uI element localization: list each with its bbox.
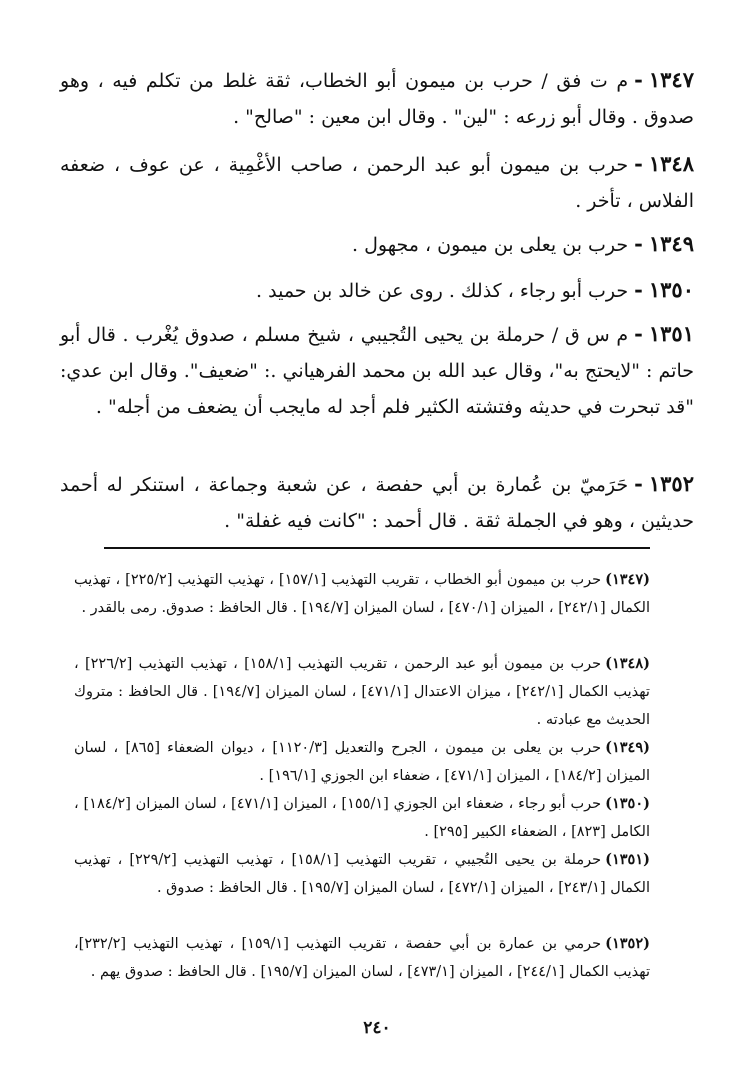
entry-text: حرب بن يعلى بن ميمون ، مجهول . <box>352 234 629 256</box>
footnote-divider <box>104 547 650 549</box>
entry-1350: ١٣٥٠-حرب أبو رجاء ، كذلك . روى عن خالد بن حميد . <box>256 277 694 302</box>
footnote-1352 <box>74 930 650 986</box>
entry-number: ١٣٤٨ <box>648 151 694 176</box>
footnote-1350 <box>74 790 650 846</box>
entry-text: حرب بن ميمون أبو عبد الرحمن ، صاحب الأغْمِية ، عن عوف ، ضعفه الفلاس ، تأخر . <box>60 154 694 212</box>
entry-number: ١٣٥٠ <box>648 277 694 302</box>
footnote-1347 <box>74 566 650 622</box>
footnote-1349 <box>74 734 650 790</box>
entry-1349: ١٣٤٩-حرب بن يعلى بن ميمون ، مجهول . <box>352 231 694 256</box>
entry-number: ١٣٥١ <box>648 321 694 346</box>
footnote-text: حرب أبو رجاء ، ضعفاء ابن الجوزي [١٥٥/١] ، الميزان [٤٧١/١] ، لسان الميزان [١٨٤/٢] ، الكامل [٨٢٣] ، الضعفاء الكبير [٢٩٥] . <box>74 796 650 840</box>
entry-number: ١٣٤٩ <box>648 231 694 256</box>
footnote-text: حرمي بن عمارة بن أبي حفصة ، تقريب التهذيب [١٥٩/١] ، تهذيب التهذيب [٢٣٢/٢]، تهذيب الكمال [٢٤٤/١] ، الميزان [٤٧٣/١] ، لسان الميزان [١٩٥/٧] . قال الحافظ : صدوق يهم . <box>74 936 650 980</box>
footnote-1351 <box>74 846 650 902</box>
entry-1348: ١٣٤٨-حرب بن ميمون أبو عبد الرحمن ، صاحب الأغْمِية ، عن عوف ، ضعفه الفلاس ، تأخر . <box>60 151 694 212</box>
footnote-text: حرملة بن يحيى التُجيبي ، تقريب التهذيب [١٥٨/١] ، تهذيب التهذيب [٢٢٩/٢] ، تهذيب الكمال [٢٤٣/١] ، الميزان [٤٧٢/١] ، لسان الميزان [١٩٥/٧] . قال الحافظ : صدوق . <box>74 852 650 896</box>
footnote-1348 <box>74 650 650 734</box>
entry-number: ١٣٥٢ <box>648 471 694 496</box>
entry-1352: ١٣٥٢-حَرَميّ بن عُمارة بن أبي حفصة ، عن شعبة وجماعة ، استنكر له أحمد حديثين ، وهو في الجملة ثقة . قال أحمد : "كانت فيه غفلة" . <box>60 471 694 532</box>
footnote-text: حرب بن يعلى بن ميمون ، الجرح والتعديل [١١٢٠/٣] ، ديوان الضعفاء [٨٦٥] ، لسان الميزان [١٨٤/٢] ، الميزان [٤٧١/١] ، ضعفاء ابن الجوزي [١٩٦/١] . <box>74 740 650 784</box>
entry-text: حَرَميّ بن عُمارة بن أبي حفصة ، عن شعبة وجماعة ، استنكر له أحمد حديثين ، وهو في الجملة ثقة . قال أحمد : "كانت فيه غفلة" . <box>60 474 694 532</box>
footnote-number: (١٣٤٩) <box>605 739 650 756</box>
footnote-number: (١٣٥٠) <box>605 795 651 812</box>
entry-1347: ١٣٤٧-م ت فق / حرب بن ميمون أبو الخطاب، ثقة غلط من تكلم فيه ، وهو صدوق . وقال أبو زرعه : "لين" . وقال ابن معين : "صالح" . <box>60 67 694 128</box>
footnote-text: حرب بن ميمون أبو عبد الرحمن ، تقريب التهذيب [١٥٨/١] ، تهذيب التهذيب [٢٢٦/٢] ، تهذيب الكمال [٢٤٢/١] ، ميزان الاعتدال [٤٧١/١] ، لسان الميزان [١٩٤/٧] . قال الحافظ : متروك الحديث مع عبادته . <box>74 656 650 728</box>
footnote-number: (١٣٥٢) <box>605 935 650 952</box>
page-number: ٢٤٠ <box>363 1018 391 1038</box>
footnote-number: (١٣٥١) <box>605 851 650 868</box>
footnote-text: حرب بن ميمون أبو الخطاب ، تقريب التهذيب [١٥٧/١] ، تهذيب التهذيب [٢٢٥/٢] ، تهذيب الكمال [٢٤٢/١] ، الميزان [٤٧٠/١] ، لسان الميزان [١٩٤/٧] . قال الحافظ : صدوق. رمى بالقدر . <box>74 572 650 616</box>
entry-number: ١٣٤٧ <box>648 67 694 92</box>
entry-text: م س ق / حرملة بن يحيى التُجيبي ، شيخ مسلم ، صدوق يُغْرب . قال أبو حاتم : "لايحتج به"، وقال عبد الله بن محمد الفرهياني .: "ضعيف". وقال ابن عدي: "قد تبحرت في حديثه وفتشته الكثير فلم أجد له مايجب أن يضعف من أجله" . <box>60 324 694 418</box>
entry-1351: ١٣٥١-م س ق / حرملة بن يحيى التُجيبي ، شيخ مسلم ، صدوق يُغْرب . قال أبو حاتم : "لايحتج به"، وقال عبد الله بن محمد الفرهياني .: "ضعيف". وقال ابن عدي: "قد تبحرت في حديثه وفتشته الكثير فلم أجد له مايجب أن يضعف من أجله" . <box>60 321 694 418</box>
footnote-number: (١٣٤٧) <box>605 571 650 588</box>
entry-text: حرب أبو رجاء ، كذلك . روى عن خالد بن حميد . <box>256 280 629 302</box>
footnote-number: (١٣٤٨) <box>605 655 650 672</box>
entry-text: م ت فق / حرب بن ميمون أبو الخطاب، ثقة غلط من تكلم فيه ، وهو صدوق . وقال أبو زرعه : "لين" . وقال ابن معين : "صالح" . <box>60 70 694 128</box>
